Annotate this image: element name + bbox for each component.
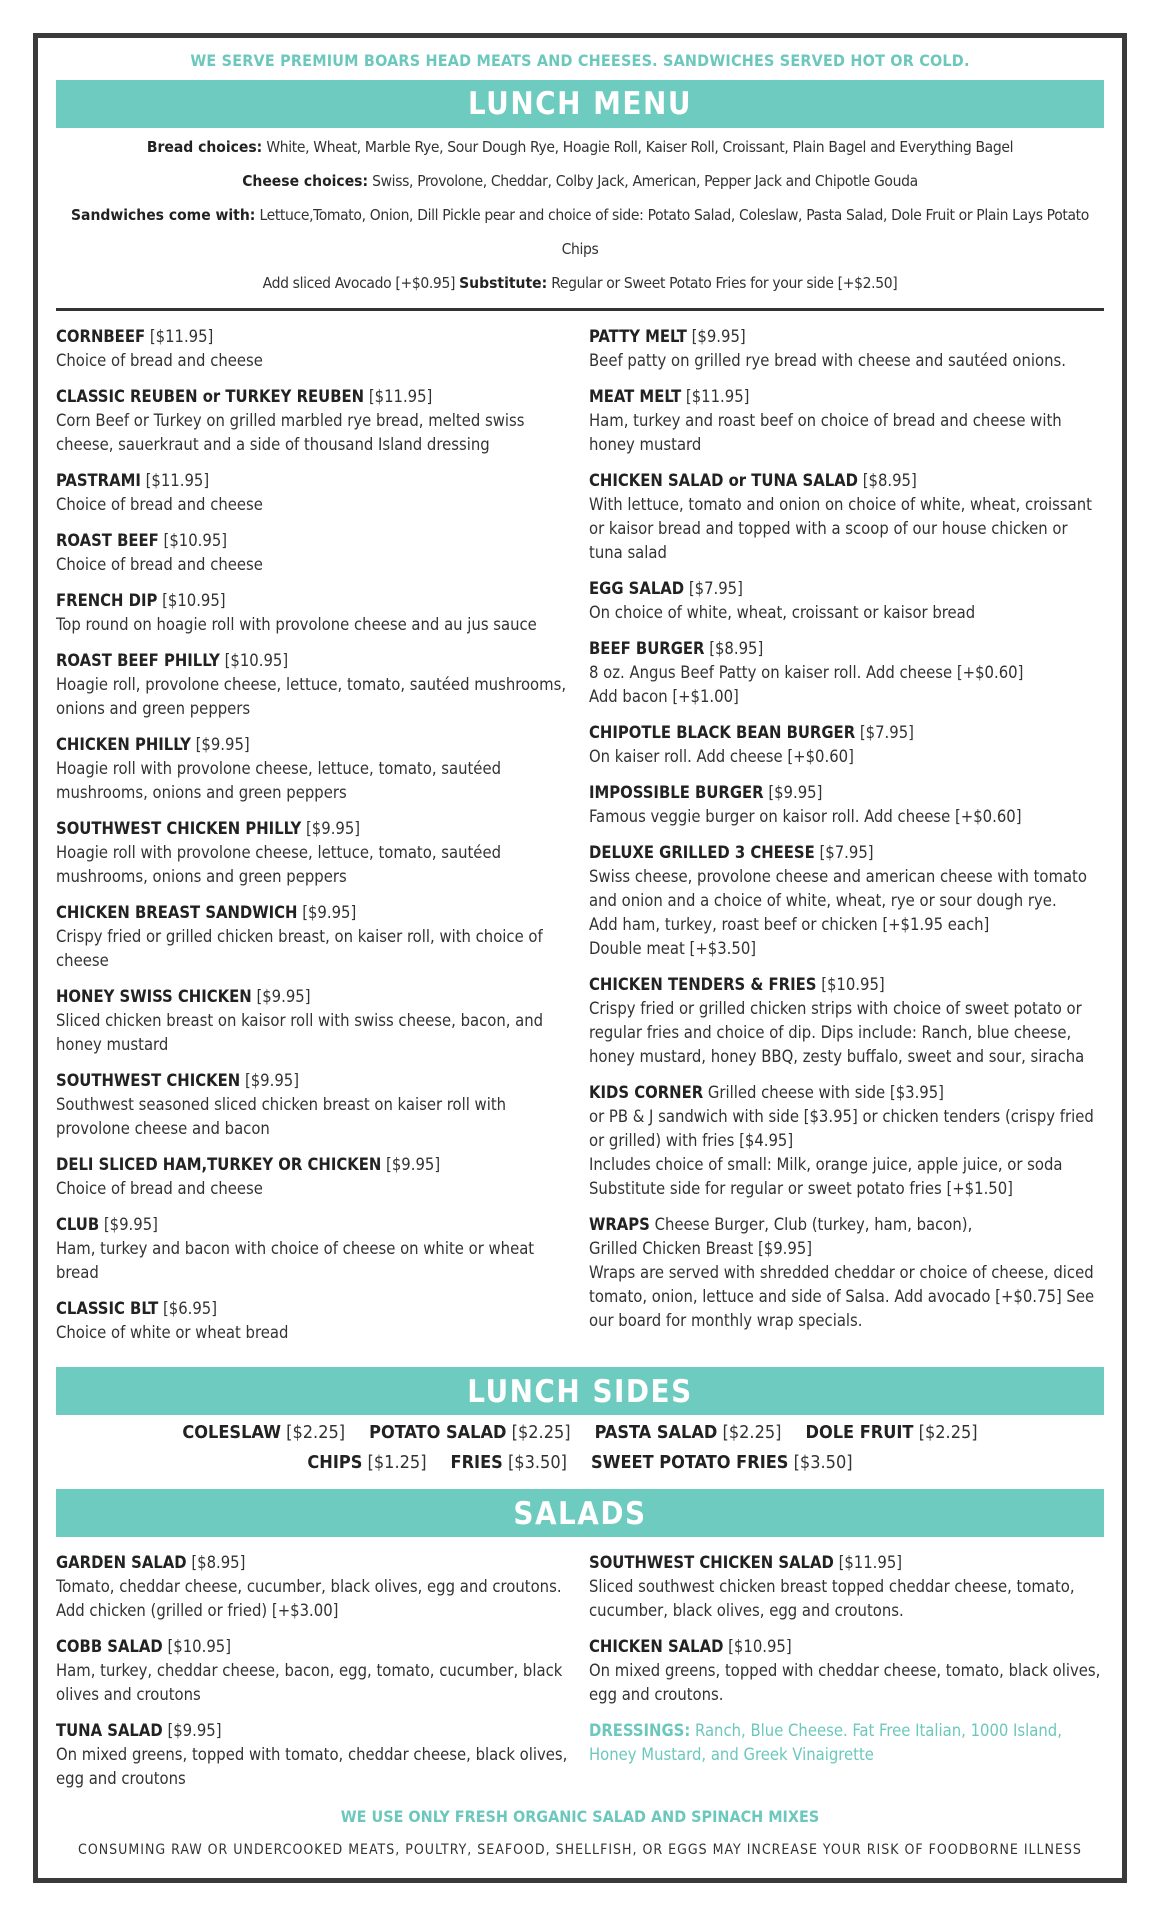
menu-item-header (56, 1719, 571, 1743)
menu-item-price: Cheese Burger, Club (turkey, ham, bacon), (654, 1215, 973, 1234)
menu-item-description: Choice of bread and cheese (56, 351, 263, 370)
menu-item-name: SOUTHWEST CHICKEN SALAD (589, 1553, 834, 1572)
menu-item-description: On mixed greens, topped with tomato, cheddar cheese, black olives, egg and croutons (56, 1745, 568, 1788)
side-item-name: COLESLAW (182, 1422, 281, 1443)
menu-item-header (56, 1297, 571, 1321)
avocado-substitute-line (56, 266, 1104, 300)
menu-frame (33, 33, 1127, 1883)
salads-left-column (56, 1551, 571, 1803)
menu-item-header (56, 817, 571, 841)
menu-item (589, 1551, 1104, 1623)
menu-item (589, 469, 1104, 565)
side-item-name: POTATO SALAD (369, 1422, 507, 1443)
menu-item-price: [$9.95] (386, 1155, 441, 1174)
lunch-right-column (589, 325, 1104, 1357)
sandwiches-come-with-line (56, 198, 1104, 266)
menu-item-header (589, 721, 1104, 745)
menu-item-description: Grilled Chicken Breast [$9.95] (589, 1239, 813, 1258)
menu-item (589, 1081, 1104, 1201)
menu-item (56, 1551, 571, 1623)
menu-item-price: [$9.95] (306, 819, 361, 838)
menu-item-name: CHICKEN PHILLY (56, 735, 191, 754)
menu-item-description: 8 oz. Angus Beef Patty on kaiser roll. Add cheese [+$0.60] (589, 663, 1024, 682)
side-item (806, 1422, 978, 1443)
menu-item-name: TUNA SALAD (56, 1721, 163, 1740)
side-item (369, 1422, 571, 1443)
menu-item-name: HONEY SWISS CHICKEN (56, 987, 252, 1006)
menu-item-name: SOUTHWEST CHICKEN PHILLY (56, 819, 302, 838)
menu-item-price: [$9.95] (195, 735, 250, 754)
menu-item-header (56, 589, 571, 613)
menu-item-name: IMPOSSIBLE BURGER (589, 783, 764, 802)
menu-item-price: [$8.95] (862, 471, 917, 490)
menu-item-description: With lettuce, tomato and onion on choice of white, wheat, croissant or kaisor bread and topped with a scoop of our house chicken or tuna salad (589, 495, 1092, 562)
menu-item-description: Corn Beef or Turkey on grilled marbled rye bread, melted swiss cheese, sauerkraut and a side of thousand Island dressing (56, 411, 525, 454)
substitute-label: Substitute: (459, 274, 548, 292)
menu-item-price: [$9.95] (256, 987, 311, 1006)
side-item-name: DOLE FRUIT (805, 1422, 914, 1443)
menu-item-description: Double meat [+$3.50] (589, 939, 757, 958)
menu-item-header (589, 577, 1104, 601)
menu-item-name: CLASSIC REUBEN or TURKEY REUBEN (56, 387, 365, 406)
menu-item-name: MEAT MELT (589, 387, 682, 406)
menu-item-description: or PB & J sandwich with side [$3.95] or chicken tenders (crispy fried or grilled) with fries [$4.95] (589, 1107, 1094, 1150)
side-item (595, 1422, 782, 1443)
menu-item-description: Choice of bread and cheese (56, 495, 263, 514)
dressings-text: Ranch, Blue Cheese. Fat Free Italian, 1000 Island, Honey Mustard, and Greek Vinaigrette (589, 1721, 1062, 1764)
menu-item-name: COBB SALAD (56, 1637, 163, 1656)
menu-item-name: SOUTHWEST CHICKEN (56, 1071, 241, 1090)
menu-item (56, 589, 571, 637)
menu-content (56, 38, 1104, 1878)
side-item-price: [$3.50] (507, 1452, 567, 1473)
cheese-choices-text: Swiss, Provolone, Cheddar, Colby Jack, American, Pepper Jack and Chipotle Gouda (372, 172, 918, 190)
menu-item-price: [$10.95] (167, 1637, 231, 1656)
menu-item (589, 973, 1104, 1069)
menu-item-description: Choice of white or wheat bread (56, 1323, 289, 1342)
side-item-price: [$1.25] (367, 1452, 427, 1473)
menu-item-header (56, 529, 571, 553)
side-item (182, 1422, 345, 1443)
menu-item-header (56, 1153, 571, 1177)
choices-info (56, 130, 1104, 300)
salads-banner: SALADS (56, 1489, 1104, 1537)
side-item-price: [$2.25] (286, 1422, 346, 1443)
menu-item (589, 385, 1104, 457)
menu-item (56, 469, 571, 517)
menu-item-price: [$9.95] (768, 783, 823, 802)
menu-item-description: Ham, turkey and bacon with choice of cheese on white or wheat bread (56, 1239, 535, 1282)
substitute-text: Regular or Sweet Potato Fries for your side [+$2.50] (551, 274, 898, 292)
side-item-price: [$2.25] (722, 1422, 782, 1443)
menu-item-header (56, 1635, 571, 1659)
menu-item-name: CLASSIC BLT (56, 1299, 159, 1318)
menu-item-description: Substitute side for regular or sweet potato fries [+$1.50] (589, 1179, 1013, 1198)
side-item-price: [$3.50] (793, 1452, 853, 1473)
lunch-left-column (56, 325, 571, 1357)
menu-item-header (589, 637, 1104, 661)
menu-item-header (589, 1551, 1104, 1575)
menu-item-name: KIDS CORNER (589, 1083, 704, 1102)
menu-item-price: [$7.95] (819, 843, 874, 862)
side-item (591, 1452, 853, 1473)
menu-item-header (589, 781, 1104, 805)
menu-item (589, 1213, 1104, 1333)
menu-item-price: [$11.95] (685, 387, 750, 406)
divider (56, 308, 1104, 311)
menu-item (56, 1069, 571, 1141)
salad-items (56, 1551, 1104, 1803)
menu-item-price: [$10.95] (162, 591, 226, 610)
menu-item-description: Crispy fried or grilled chicken strips with choice of sweet potato or regular fries and choice of dip. Dips include: Ranch, blue cheese, honey mustard, honey BBQ, zesty buffalo, sweet and sour, siracha (589, 999, 1085, 1066)
menu-item-name: CHICKEN SALAD or TUNA SALAD (589, 471, 858, 490)
menu-item-header (589, 325, 1104, 349)
menu-item (589, 1635, 1104, 1707)
menu-item-header (56, 1213, 571, 1237)
menu-item-description: Top round on hoagie roll with provolone cheese and au jus sauce (56, 615, 537, 634)
menu-item-description: Crispy fried or grilled chicken breast, on kaiser roll, with choice of cheese (56, 927, 543, 970)
menu-item-name: PASTRAMI (56, 471, 141, 490)
menu-item-price: [$9.95] (302, 903, 357, 922)
menu-item-name: CLUB (56, 1215, 100, 1234)
lunch-menu-banner: LUNCH MENU (56, 80, 1104, 128)
menu-item-price: [$10.95] (163, 531, 228, 550)
menu-item-price: [$8.95] (191, 1553, 246, 1572)
menu-item-price: [$8.95] (709, 639, 764, 658)
menu-item-description: Hoagie roll with provolone cheese, lettuce, tomato, sautéed mushrooms, onions and green peppers (56, 759, 502, 802)
menu-item-header (56, 733, 571, 757)
menu-item-description: Add bacon [+$1.00] (589, 687, 739, 706)
menu-item-header (589, 1635, 1104, 1659)
menu-item-description: Ham, turkey and roast beef on choice of bread and cheese with honey mustard (589, 411, 1062, 454)
menu-item-price: [$9.95] (103, 1215, 158, 1234)
sandwiches-come-with-label: Sandwiches come with: (71, 206, 256, 224)
side-item-price: [$2.25] (918, 1422, 978, 1443)
menu-item-price: [$7.95] (859, 723, 914, 742)
menu-item-header (56, 325, 571, 349)
sandwiches-come-with-text: Lettuce,Tomato, Onion, Dill Pickle pear and choice of side: Potato Salad, Coleslaw, Pasta Salad, Dole Fruit or Plain Lays Potato Chips (259, 206, 1089, 258)
menu-item-description: Famous veggie burger on kaisor roll. Add cheese [+$0.60] (589, 807, 1022, 826)
menu-item-description: Ham, turkey, cheddar cheese, bacon, egg, tomato, cucumber, black olives and croutons (56, 1661, 563, 1704)
menu-item-description: Choice of bread and cheese (56, 1179, 263, 1198)
side-item-name: CHIPS (307, 1452, 363, 1473)
foodborne-disclaimer: CONSUMING RAW OR UNDERCOOKED MEATS, POULTRY, SEAFOOD, SHELLFISH, OR EGGS MAY INCREASE YOUR RISK OF FOODBORNE ILLNESS (78, 1842, 1082, 1858)
menu-item (56, 1635, 571, 1707)
menu-item-name: EGG SALAD (589, 579, 685, 598)
menu-item-description: Includes choice of small: Milk, orange juice, apple juice, or soda (589, 1155, 1063, 1174)
menu-item-header (56, 649, 571, 673)
dressings (589, 1719, 1104, 1767)
menu-item (589, 841, 1104, 961)
menu-item-header (56, 1551, 571, 1575)
menu-item (589, 721, 1104, 769)
menu-item-header (589, 1213, 1104, 1237)
lunch-items (56, 325, 1104, 1357)
menu-item (589, 325, 1104, 373)
menu-item-description: Wraps are served with shredded cheddar or choice of cheese, diced tomato, onion, lettuce and side of Salsa. Add avocado [+$0.75] See our board for monthly wrap specials. (589, 1263, 1095, 1330)
menu-item-price: [$9.95] (167, 1721, 222, 1740)
menu-item-name: CHICKEN SALAD (589, 1637, 724, 1656)
side-item-name: SWEET POTATO FRIES (590, 1452, 789, 1473)
menu-item-description: Tomato, cheddar cheese, cucumber, black olives, egg and croutons. Add chicken (grilled or fried) [+$3.00] (56, 1577, 562, 1620)
menu-item (56, 1153, 571, 1201)
menu-item (56, 901, 571, 973)
menu-item-price: Grilled cheese with side [$3.95] (707, 1083, 944, 1102)
menu-item (56, 529, 571, 577)
menu-item (589, 577, 1104, 625)
menu-item-header (56, 385, 571, 409)
side-item-name: PASTA SALAD (594, 1422, 718, 1443)
top-note: WE SERVE PREMIUM BOARS HEAD MEATS AND CHEESES. SANDWICHES SERVED HOT OR COLD. (190, 51, 970, 70)
menu-item-description: Hoagie roll, provolone cheese, lettuce, tomato, sautéed mushrooms, onions and green peppers (56, 675, 567, 718)
menu-item (56, 1213, 571, 1285)
menu-item-price: [$11.95] (149, 327, 214, 346)
menu-item (589, 781, 1104, 829)
menu-item (56, 985, 571, 1057)
menu-item-description: Beef patty on grilled rye bread with cheese and sautéed onions. (589, 351, 1066, 370)
menu-item-description: Swiss cheese, provolone cheese and american cheese with tomato and onion and a choice of white, wheat, rye or sour dough rye. (589, 867, 1087, 910)
menu-item-description: Sliced southwest chicken breast topped cheddar cheese, tomato, cucumber, black olives, egg and croutons. (589, 1577, 1075, 1620)
bread-choices-line (56, 130, 1104, 164)
menu-item-name: WRAPS (589, 1215, 650, 1234)
menu-item-description: On kaiser roll. Add cheese [+$0.60] (589, 747, 854, 766)
salads-right-list (589, 1551, 1104, 1707)
salads-right-column (589, 1551, 1104, 1803)
side-item (451, 1452, 567, 1473)
menu-item-header (56, 901, 571, 925)
menu-item-name: BEEF BURGER (589, 639, 705, 658)
fresh-mixes-note: WE USE ONLY FRESH ORGANIC SALAD AND SPINACH MIXES (340, 1807, 820, 1826)
menu-item (56, 649, 571, 721)
menu-item-description: Southwest seasoned sliced chicken breast on kaiser roll with provolone cheese and bacon (56, 1095, 507, 1138)
menu-item (589, 637, 1104, 709)
menu-item-description: On mixed greens, topped with cheddar cheese, tomato, black olives, egg and croutons. (589, 1661, 1101, 1704)
menu-item-price: [$10.95] (821, 975, 885, 994)
menu-item-name: PATTY MELT (589, 327, 687, 346)
menu-item (56, 1297, 571, 1345)
bread-choices-text: White, Wheat, Marble Rye, Sour Dough Rye, Hoagie Roll, Kaiser Roll, Croissant, Plain Bagel and Everything Bagel (266, 138, 1014, 156)
menu-item-header (589, 841, 1104, 865)
menu-item-price: [$11.95] (145, 471, 210, 490)
menu-item (56, 385, 571, 457)
menu-item-header (56, 1069, 571, 1093)
cheese-choices-line (56, 164, 1104, 198)
menu-item-price: [$9.95] (691, 327, 746, 346)
menu-item-name: CHIPOTLE BLACK BEAN BURGER (589, 723, 856, 742)
menu-item-price: [$6.95] (162, 1299, 218, 1318)
menu-item-header (56, 985, 571, 1009)
menu-item-header (589, 973, 1104, 997)
menu-item-name: CORNBEEF (56, 327, 146, 346)
menu-item-name: ROAST BEEF (56, 531, 159, 550)
side-item-price: [$2.25] (511, 1422, 571, 1443)
menu-item-name: DELUXE GRILLED 3 CHEESE (589, 843, 815, 862)
menu-item-description: Add ham, turkey, roast beef or chicken [+$1.95 each] (589, 915, 990, 934)
menu-item-name: DELI SLICED HAM,TURKEY OR CHICKEN (56, 1155, 382, 1174)
menu-item-name: GARDEN SALAD (56, 1553, 187, 1572)
lunch-sides-banner: LUNCH SIDES (56, 1367, 1104, 1415)
menu-item-price: [$9.95] (244, 1071, 300, 1090)
menu-item-price: [$7.95] (688, 579, 743, 598)
menu-item-header (56, 469, 571, 493)
side-item (307, 1452, 426, 1473)
menu-item-name: ROAST BEEF PHILLY (56, 651, 220, 670)
cheese-choices-label: Cheese choices: (242, 172, 369, 190)
menu-item-header (589, 469, 1104, 493)
menu-item-header (589, 1081, 1104, 1105)
avocado-text: Add sliced Avocado [+$0.95] (262, 274, 456, 292)
bread-choices-label: Bread choices: (146, 138, 263, 156)
menu-item-name: CHICKEN TENDERS & FRIES (589, 975, 817, 994)
dressings-label: DRESSINGS: (589, 1721, 691, 1740)
menu-item-name: FRENCH DIP (56, 591, 158, 610)
menu-item-price: [$10.95] (224, 651, 289, 670)
menu-item (56, 733, 571, 805)
menu-item (56, 817, 571, 889)
menu-item (56, 1719, 571, 1791)
menu-item-header (589, 385, 1104, 409)
menu-item-price: [$11.95] (368, 387, 433, 406)
menu-item-price: [$10.95] (728, 1637, 792, 1656)
side-item-name: FRIES (450, 1452, 503, 1473)
menu-item-description: Sliced chicken breast on kaisor roll with swiss cheese, bacon, and honey mustard (56, 1011, 544, 1054)
menu-item-description: On choice of white, wheat, croissant or kaisor bread (589, 603, 976, 622)
menu-item-description: Hoagie roll with provolone cheese, lettuce, tomato, sautéed mushrooms, onions and green peppers (56, 843, 502, 886)
menu-item-name: CHICKEN BREAST SANDWICH (56, 903, 298, 922)
menu-item-description: Choice of bread and cheese (56, 555, 263, 574)
menu-item-price: [$11.95] (838, 1553, 903, 1572)
menu-item (56, 325, 571, 373)
